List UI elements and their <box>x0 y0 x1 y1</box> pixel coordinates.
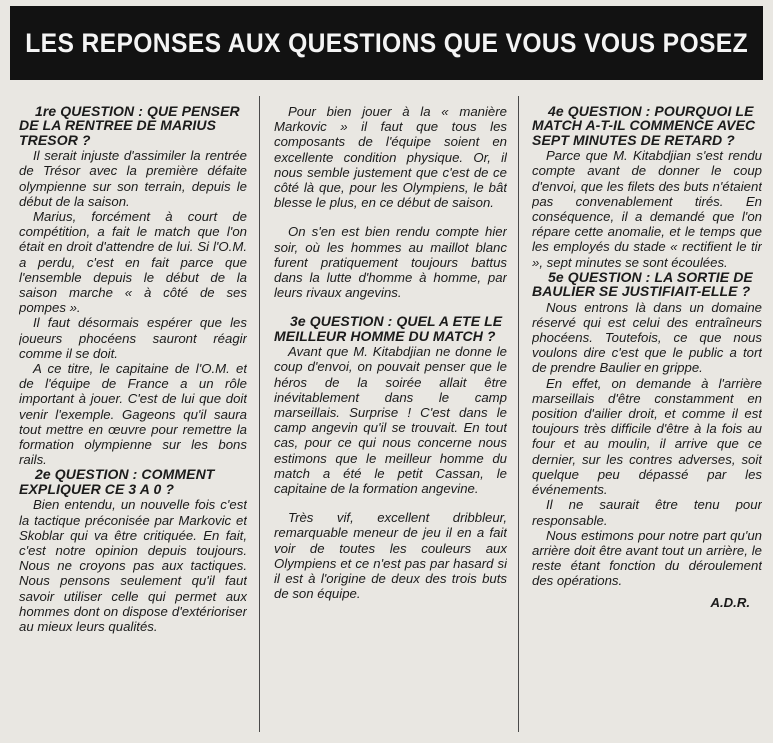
paragraph: Pour bien jouer à la « manière Markovic » il faut que tous les composants de l'équipe soient en excellente condition physique. Or, il nous semble justement que c'est de ce côté là que, pour les Olympiens, le bât blesse le plus, en ce début de saison. <box>274 104 507 211</box>
spacer <box>274 210 507 224</box>
paragraph: A ce titre, le capitaine de l'O.M. et de l'équipe de France a un rôle important à jouer. C'est de lui que doit venir l'exemple. Gageons qu'il saura tout mettre en œuvre pour remettre la formation olympienne sur les bons rails. <box>19 361 247 468</box>
question-3-heading: 3e QUESTION : QUEL A ETE LE MEILLEUR HOMME DU MATCH ? <box>274 313 503 344</box>
column-divider <box>518 96 519 732</box>
paragraph: Il serait injuste d'assimiler la rentrée de Trésor avec la première défaite olympienne sur son terrain, depuis le début de la saison. <box>19 148 247 209</box>
paragraph: En effet, on demande à l'arrière marseillais d'être constamment en position d'ailier droit, et comme il est toujours très difficile d'être à la fois au four et au moulin, il arrive que ce dernier, sur les contres adverses, soit quelque peu dépassé par les événements. <box>532 375 762 498</box>
column-2 <box>274 104 507 734</box>
paragraph: Il faut désormais espérer que les joueurs phocéens sauront réagir comme il se doit. <box>19 315 247 361</box>
question-4-heading: 4e QUESTION : POURQUOI LE MATCH A-T-IL COMMENCE AVEC SEPT MINUTES DE RETARD ? <box>532 104 756 148</box>
column-3 <box>532 104 762 734</box>
paragraph: Très vif, excellent dribbleur, remarquable meneur de jeu il en a fait voir de toutes les couleurs aux Olympiens et ce n'est pas par hasard si il est à l'origine de deux des trois buts de son équipe. <box>274 510 507 602</box>
question-2-heading: 2e QUESTION : COMMENT EXPLIQUER CE 3 A 0 ? <box>19 466 215 497</box>
spacer <box>274 496 507 510</box>
column-divider <box>259 96 260 732</box>
column-1 <box>19 104 247 734</box>
title-banner <box>10 6 763 80</box>
paragraph: Parce que M. Kitabdjian s'est rendu compte avant de donner le coup d'envoi, que les filets des buts n'étaient pas convenablement tirés. En conséquence, il a demandé que l'on répare cette anomalie, et le temps que les employés du stade « rectifient le tir », sept minutes se sont écoulées. <box>532 148 762 270</box>
paragraph: Nous entrons là dans un domaine réservé qui est celui des entraîneurs phocéens. Toutefois, ce que nous voulons dire c'est que le public a tort de prendre Baulier en grippe. <box>532 299 762 376</box>
paragraph: Marius, forcément à court de compétition, a fait le match que l'on était en droit d'attendre de lui. Si l'O.M. a perdu, c'est en fait parce que l'ensemble depuis le début de la saison marche « à côté de ses pompes ». <box>19 209 247 316</box>
spacer <box>274 300 507 314</box>
question-1-heading: 1re QUESTION : QUE PENSER DE LA RENTREE DE MARIUS TRESOR ? <box>19 104 240 148</box>
paragraph: Bien entendu, un nouvelle fois c'est la tactique préconisée par Markovic et Skoblar qui va être critiquée. En fait, c'est notre opinion depuis toujours. Nous ne croyons pas aux tactiques. Nous pensons seulement qu'il faut savoir utiliser celle qui permet aux hommes dont on dispose d'extérioriser au mieux leurs qualités. <box>19 497 247 634</box>
question-5-heading: 5e QUESTION : LA SORTIE DE BAULIER SE JUSTIFIAIT-ELLE ? <box>532 268 753 300</box>
paragraph: Avant que M. Kitabdjian ne donne le coup d'envoi, on pouvait penser que le héros de la soirée allait être inévitablement dans le camp marseillais. Surprise ! C'est dans le camp angevin qu'il se trouvait. En tout cas, pour ce qui nous concerne nous estimons que le meilleur homme du match a été le petit Cassan, le capitaine de la formation angevine. <box>274 344 507 497</box>
author-signature: A.D.R. <box>710 594 750 610</box>
paragraph: Il ne saurait être tenu pour responsable. <box>532 497 762 528</box>
paragraph: On s'en est bien rendu compte hier soir, où les hommes au maillot blanc furent pratiquement toujours battus dans la lutte d'homme à homme, par leurs rivaux angevins. <box>274 224 507 301</box>
page-title: LES REPONSES AUX QUESTIONS QUE VOUS VOUS POSEZ <box>25 27 748 58</box>
paragraph: Nous estimons pour notre part qu'un arrière doit être avant tout un arrière, le reste étant fonction du déroulement des opérations. <box>532 527 762 589</box>
